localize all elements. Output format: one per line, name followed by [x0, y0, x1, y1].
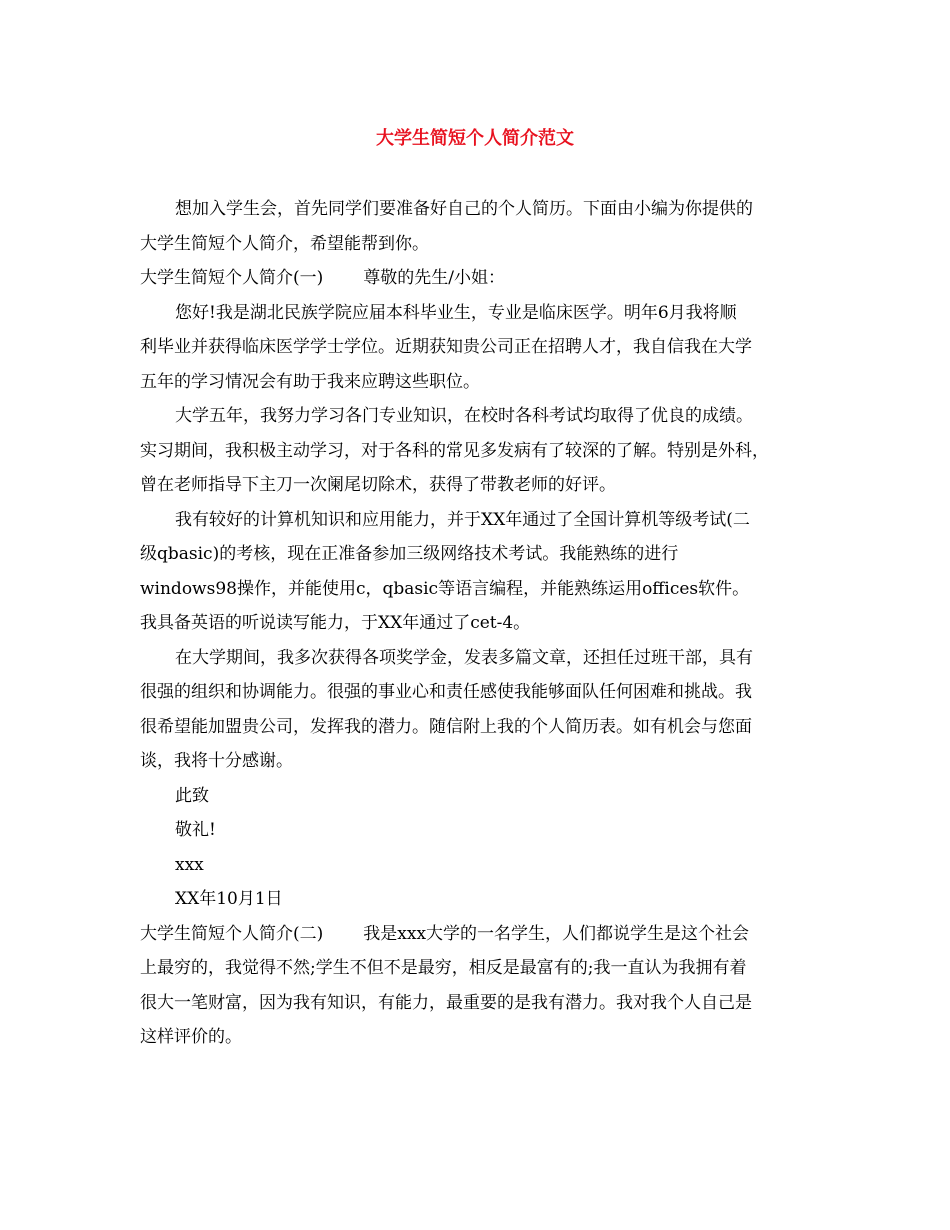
paragraph-line: windows98操作，并能使用c，qbasic等语言编程，并能熟练运用offices软件。 [140, 578, 750, 599]
document-title: 大学生简短个人简介范文 [376, 128, 574, 149]
salutation: 尊敬的先生/小姐： [363, 268, 505, 288]
date-line: XX年10月1日 [175, 889, 283, 909]
paragraph-line: 您好!我是湖北民族学院应届本科毕业生，专业是临床医学。明年6月我将顺 [175, 302, 737, 323]
paragraph-line: 利毕业并获得临床医学学士学位。近期获知贵公司正在招聘人才，我自信我在大学 [140, 337, 752, 357]
paragraph-line: 我有较好的计算机知识和应用能力，并于XX年通过了全国计算机等级考试(二 [175, 509, 750, 530]
paragraph-line: 级qbasic)的考核，现在正准备参加三级网络技术考试。我能熟练的进行 [140, 544, 679, 564]
section-heading-line [140, 261, 830, 296]
paragraph-line: 实习期间，我积极主动学习，对于各科的常见多发病有了较深的了解。特别是外科， [140, 440, 769, 461]
document-body [140, 192, 830, 1055]
paragraph-line: 很希望能加盟贵公司，发挥我的潜力。随信附上我的个人简历表。如有机会与您面 [140, 716, 752, 737]
paragraph-line: 曾在老师指导下主刀一次阑尾切除术，获得了带教老师的好评。 [140, 475, 616, 495]
closing-line: 此致 [175, 785, 209, 806]
paragraph-line: 谈，我将十分感谢。 [140, 751, 293, 771]
paragraph-line: 五年的学习情况会有助于我来应聘这些职位。 [140, 371, 480, 392]
paragraph-line: 在大学期间，我多次获得各项奖学金，发表多篇文章，还担任过班干部，具有 [175, 647, 753, 668]
paragraph-line: 很大一笔财富，因为我有知识，有能力，最重要的是我有潜力。我对我个人自己是 [140, 992, 752, 1013]
section-heading-line [140, 917, 830, 952]
paragraph-line: 想加入学生会，首先同学们要准备好自己的个人简历。下面由小编为你提供的 [175, 199, 753, 219]
paragraph-line: 上最穷的，我觉得不然;学生不但不是最穷，相反是最富有的;我一直认为我拥有着 [140, 958, 747, 978]
paragraph-line: 我具备英语的听说读写能力，于XX年通过了cet-4。 [140, 613, 531, 633]
paragraph-text: 我是xxx大学的一名学生，人们都说学生是这个社会 [363, 923, 750, 944]
closing-line: 敬礼! [175, 820, 216, 840]
section-heading: 大学生简短个人简介(二) [140, 923, 324, 944]
section-heading: 大学生简短个人简介(一) [140, 268, 324, 288]
paragraph-line: 大学五年，我努力学习各门专业知识，在校时各科考试均取得了优良的成绩。 [175, 406, 753, 426]
paragraph-line: 大学生简短个人简介，希望能帮到你。 [140, 233, 429, 254]
signature-line: xxx [175, 854, 204, 875]
paragraph-line: 很强的组织和协调能力。很强的事业心和责任感使我能够面队任何困难和挑战。我 [140, 682, 752, 702]
paragraph-line: 这样评价的。 [140, 1027, 242, 1047]
